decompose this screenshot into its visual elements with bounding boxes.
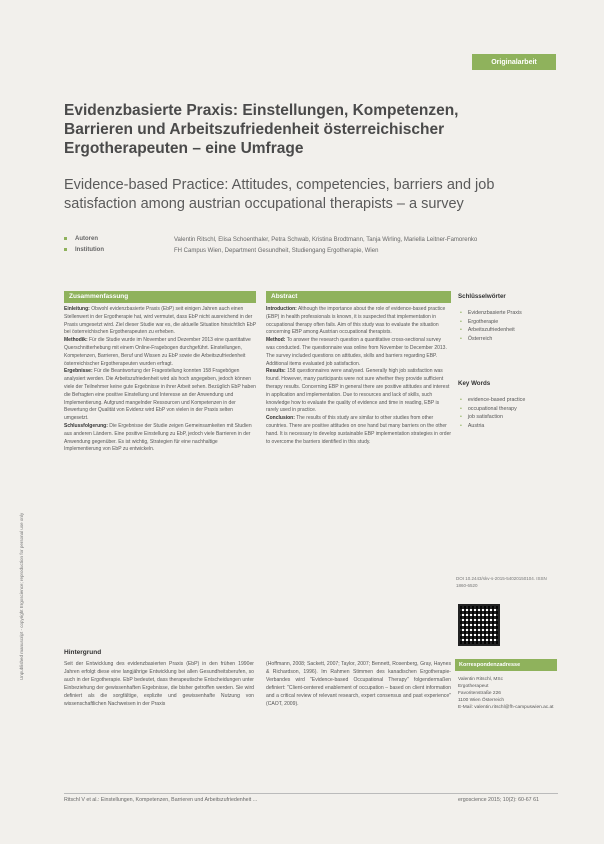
correspondence-line: Favoritenstraße 226 bbox=[458, 691, 501, 696]
zusammenfassung-body bbox=[64, 306, 256, 636]
bullet-icon bbox=[64, 248, 67, 251]
correspondence-email[interactable]: E-Mail: valentin.ritschl@fh-campuswien.ac.at bbox=[458, 705, 554, 710]
correspondence-heading: Korrespondenzadresse bbox=[455, 659, 557, 671]
abs-conclusion: Conclusion: The results of this study are similar to other studies from other countries. There are positive attitudes on one hand but many barriers on the other hand. It is necessary to develop sustainable EBP implementation strategies in order to overcome the barriers identified in this study. bbox=[266, 415, 451, 445]
keyword-item: • evidence-based practice bbox=[460, 396, 556, 405]
abstract-heading: Abstract bbox=[266, 291, 451, 303]
hintergrund-col1: Seit der Entwicklung des evidenzbasierten Praxis (EbP) in den frühen 1990er Jahren erfolgt diese eine langjährige Entwicklung bei allen Gesundheitsberufen, so auch in der Ergotherapie. EbP bedeutet, dass therapeutische Entscheidungen unter Einbeziehung der gewissenhaften Ergebnisse, die bisher getroffen werden. Sie wird definiert als die sorgfältige, explizite und gewissenhafte Nutzung von wissenschaftlichen Nachweisen in der Praxis bbox=[64, 661, 254, 707]
abs-introduction: Introduction: Although the importance about the role of evidence-based practice (EBP) in health professionals is known, it is suspected that implementation in occupational therapy often fails. Aim of this study was to evaluate the situation concerning EBP among Austrian occupational therapists. bbox=[266, 306, 446, 336]
correspondence-line: 1100 Wien Österreich bbox=[458, 698, 505, 703]
keyword-item: • job satisfaction bbox=[460, 413, 556, 422]
correspondence-line: Valentin Ritschl, MSc bbox=[458, 677, 503, 682]
keyword-item: • Arbeitszufriedenheit bbox=[460, 326, 556, 335]
zus-methodik: Methodik: Für die Studie wurde im November und Dezember 2013 eine quantitative Querschnitterhebung mit einem Online-Fragebogen durchgeführt. Einstellungen, Kompetenzen, Barrieren, Beruf und Wissen zu EbP sowie die Arbeitszufriedenheit österreichischer Ergotherapeuten wurden erfragt. bbox=[64, 337, 251, 367]
keyword-item: • Ergotherapie bbox=[460, 318, 556, 327]
abstract-body bbox=[266, 306, 451, 636]
institution-value: FH Campus Wien, Department Gesundheit, Studiengang Ergotherapie, Wien bbox=[174, 248, 379, 254]
authors-value: Valentin Ritschl, Elisa Schoenthaler, Petra Schwab, Kristina Brodtmann, Tanja Wirling, Mariella Leitner-Famorenko bbox=[174, 237, 478, 243]
zus-ergebnisse: Ergebnisse: Für die Beantwortung der Fragestellung konnten 158 Fragebögen analysiert werden. Die Arbeitszufriedenheit wird als hoch angegeben, jedoch können viele der Teilnehmer keine gute Ergebnisse in ihrer Arbeit sehen. Bezüglich EbP haben die Befragten eine positive Einstellung und Interesse an der Anwendung und Implementierung. Aufgrund mangelnder Ressourcen und Kompetenzen in der Bewertung der Qualität von Evidenz wird EbP von vielen in der Praxis selten umgesetzt. bbox=[64, 368, 256, 422]
zusammenfassung-heading: Zusammenfassung bbox=[64, 291, 256, 303]
doi-text: DOI 10.2443/skv-s-2015-54020150104. ISSN 1860-6520 bbox=[456, 576, 547, 588]
article-type-badge: Originalarbeit bbox=[472, 54, 556, 70]
correspondence-body bbox=[458, 676, 556, 711]
abs-results: Results: 158 questionnaires were analysed. Generally high job satisfaction was found. However, many participants were not sure whether they provide sufficient therapy results. Concerning EBP in general there are positive attitudes and interest in application and implementation. Due to resources and lack of skills, such knowledge how to evaluate the quality of evidence and time in reading, EBP is rarely used in practice. bbox=[266, 368, 450, 414]
keyword-item: • Evidenzbasierte Praxis bbox=[460, 309, 556, 318]
qr-code-icon[interactable] bbox=[458, 604, 500, 646]
title-english: Evidence-based Practice: Attitudes, competencies, barriers and job satisfaction among austrian occupational therapists – a survey bbox=[64, 177, 495, 212]
keywords-de-list bbox=[460, 309, 556, 343]
hintergrund-col2: (Hoffmann, 2008; Sackett, 2007; Taylor, 2007; Bennett, Rosenberg, Gray, Haynes & Richardson, 1996). Im Rahmen Stimmen des kanadischen Ergotherapie-Verbandes wird "Evidence-based Occupational Therapy" folgendermaßen definiert: "Client-centered enablement of occupation – based on client information and a critical review of relevant research, expert consensus and past experience" (CAOT, 2009). bbox=[266, 661, 451, 707]
bullet-icon bbox=[64, 237, 67, 240]
footer-citation: Ritschl V et al.: Einstellungen, Kompetenzen, Barrieren und Arbeitszufriedenheit ... bbox=[64, 797, 258, 803]
zus-schlussfolgerung: Schlussfolgerung: Die Ergebnisse der Studie zeigen Gemeinsamkeiten mit Studien aus anderen Ländern. Eine positive Einstellung zu EbP, jedoch viele Barrieren in der Anwendung gegenüber. Es ist wichtig, Strategien für eine nachhaltige Implementierung von EbP zu entwickeln. bbox=[64, 422, 252, 453]
keyword-item: • Austria bbox=[460, 422, 556, 431]
zus-einleitung: Einleitung: Obwohl evidenzbasierte Praxis (EbP) seit einigen Jahren auch einen Stellenwert in der Ergotherapie hat, wird vermutet, dass EbP nicht ausreichend in der Praxis umgesetzt wird. Ziel dieser Studie war es, die aktuelle Situation hinsichtlich EbP bei österreichischen Ergotherapeuten zu erheben. bbox=[64, 306, 256, 336]
keyword-item: • Österreich bbox=[460, 335, 556, 344]
institution-row bbox=[64, 247, 534, 255]
keywords-de-heading: Schlüsselwörter bbox=[458, 293, 506, 300]
title-german: Evidenzbasierte Praxis: Einstellungen, Kompetenzen, Barrieren und Arbeitszufriedenheit österreichischer Ergotherapeuten – eine Umfrage bbox=[64, 102, 459, 157]
keyword-item: • occupational therapy bbox=[460, 405, 556, 414]
institution-label: Institution bbox=[64, 247, 174, 255]
keywords-en-heading: Key Words bbox=[458, 380, 491, 387]
hintergrund-heading: Hintergrund bbox=[64, 649, 102, 656]
article-meta bbox=[64, 236, 534, 258]
side-copyright-note: Unpublished manuscript - copyright Ergoscience; reproduction for personal use only bbox=[19, 512, 24, 680]
correspondence-line: Ergotherapeut bbox=[458, 684, 489, 689]
abs-method: Method: To answer the research question a quantitative cross-sectional survey was conducted. The questionnaire was online from November to December 2013. The survey included questions on attitudes, skills and barriers regarding EBP. Additional items evaluated job satisfaction. bbox=[266, 337, 447, 367]
authors-label: Autoren bbox=[64, 236, 174, 244]
footer-journal-ref: ergoscience 2015; 10(2): 60-67 61 bbox=[458, 797, 539, 803]
keywords-en-list bbox=[460, 396, 556, 430]
authors-row bbox=[64, 236, 534, 244]
footer-divider bbox=[64, 793, 558, 794]
